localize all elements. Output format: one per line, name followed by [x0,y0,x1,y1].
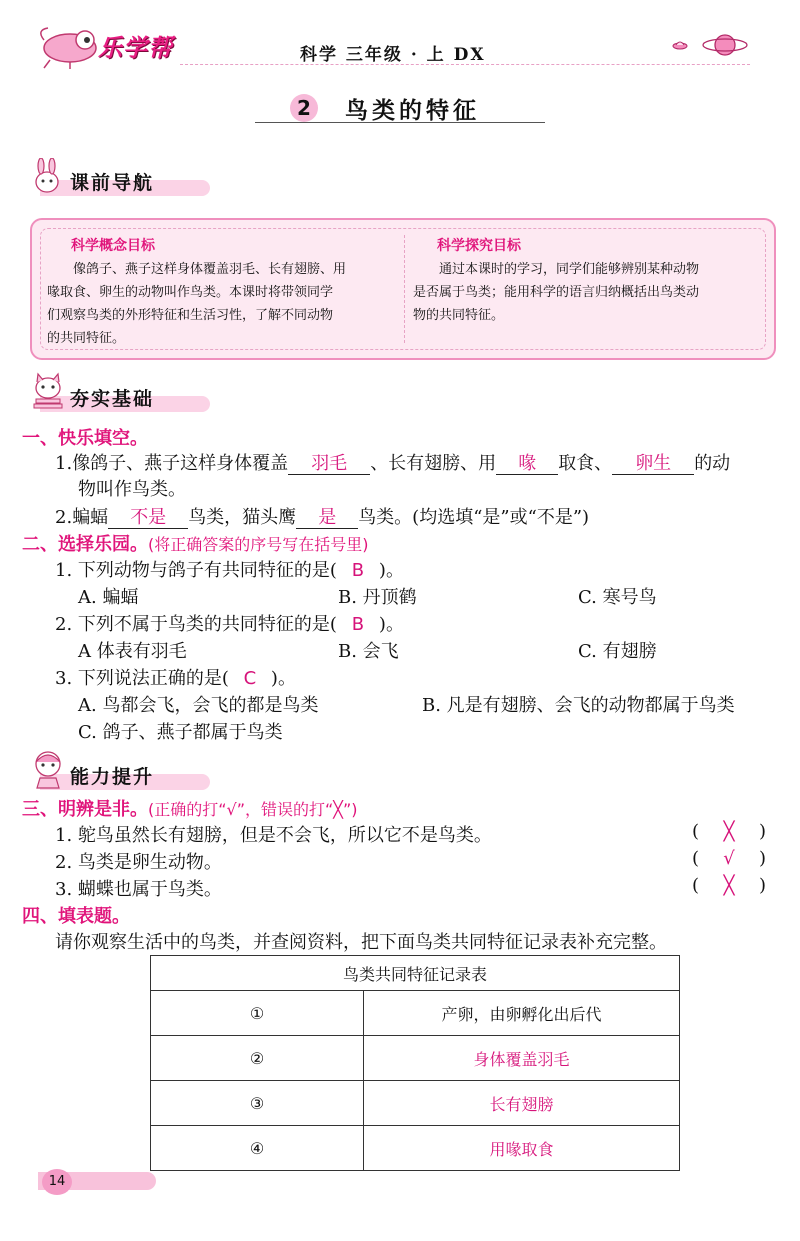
lesson-title: 鸟类的特征 [345,98,480,124]
lesson-number: 2 [290,94,318,122]
section3-title: 三、明辨是非。 [22,799,148,820]
bracket-close: ) [759,875,767,896]
table-row [151,991,680,1036]
concept-goal [47,235,397,350]
choice-q1-answer: B [351,560,365,581]
concept-goal-heading: 科学概念目标 [71,238,155,254]
section2-title: 二、选择乐园。 [22,534,148,555]
judge-item-mark: ╳ [723,821,735,842]
banner-advanced-label: 能力提升 [70,766,155,788]
choice-q2-answer: B [351,614,365,635]
goals-box [30,218,776,360]
choice-q1-option: B. 丹顶鹤 [338,587,417,608]
inquiry-goal-heading: 科学探究目标 [437,238,521,254]
banner-preview-label: 课前导航 [70,172,155,194]
banner-basics-label: 夯实基础 [70,388,155,410]
concept-goal-line: 喙取食、卵生的动物叫作鸟类。本课时将带领同学 [47,285,334,300]
bracket-close: ) [759,821,767,842]
goals-divider [404,235,405,343]
cat-mascot-icon [30,372,66,412]
section4-heading: 四、填表题。 [22,906,130,927]
choice-q2-option: C. 有翅膀 [578,641,657,662]
judge-item-bracket [692,875,774,896]
judge-item-mark: ╳ [723,875,735,896]
choice-q2 [55,610,404,636]
table-value: 用喙取食 [364,1126,680,1171]
rabbit-mascot-icon [30,158,64,194]
choice-q3 [55,664,296,690]
fill-q1 [55,449,730,475]
inquiry-goal-line: 物的共同特征。 [413,308,505,323]
q2-number: 2. [55,507,73,528]
table-index: ① [151,991,364,1036]
table-index: ② [151,1036,364,1081]
q1-answer-1: 羽毛 [288,454,370,475]
table-row [151,1081,680,1126]
planet-icon [700,30,750,60]
inquiry-goal-line: 通过本课时的学习，同学们能够辨别某种动物 [439,262,700,277]
banner-basics [30,384,230,410]
table-row [151,1036,680,1081]
q1-answer-3: 卵生 [612,454,694,475]
q1-text-line2: 物叫作鸟类。 [78,479,186,500]
judge-item-bracket [692,821,774,842]
section3-heading [22,795,357,821]
choice-q1 [55,556,404,582]
concept-goal-line: 的共同特征。 [47,331,126,346]
choice-q2-end: )。 [378,614,404,635]
title-underline [255,122,545,123]
section2-heading [22,530,369,556]
section3-note: (正确的打“√”，错误的打“╳”) [148,800,358,819]
choice-q3-stem: 3. 下列说法正确的是( [55,668,229,689]
choice-q2-option: A 体表有羽毛 [78,641,187,662]
table-row [151,1126,680,1171]
ufo-icon [672,38,688,50]
choice-q2-stem: 2. 下列不属于鸟类的共同特征的是( [55,614,337,635]
girl-mascot-icon [30,748,66,790]
table-value: 产卵，由卵孵化出后代 [364,991,680,1036]
q2-text: 鸟类，猫头鹰 [188,507,297,528]
judge-item-text: 1. 鸵鸟虽然长有翅膀，但是不会飞，所以它不是鸟类。 [55,825,492,846]
choice-q1-stem: 1. 下列动物与鸽子有共同特征的是( [55,560,337,581]
concept-goal-line: 们观察鸟类的外形特征和生活习性，了解不同动物 [47,308,334,323]
q1-text: 取食、 [558,453,613,474]
bracket-open: ( [692,821,700,842]
bracket-open: ( [692,848,700,869]
q2-text: 鸟类。(均选填“是”或“不是”) [358,507,590,528]
bracket-close: ) [759,848,767,869]
table-index: ③ [151,1081,364,1126]
section2-note: (将正确答案的序号写在括号里) [148,535,369,554]
judge-item-text: 2. 鸟类是卵生动物。 [55,852,222,873]
inquiry-goal [413,235,758,327]
header-divider [180,64,750,65]
choice-q1-end: )。 [378,560,404,581]
table-value: 身体覆盖羽毛 [364,1036,680,1081]
choice-q3-answer: C [243,668,257,689]
q1-number: 1. [55,453,73,474]
page-number: 14 [42,1169,72,1195]
concept-goal-line: 像鸽子、燕子这样身体覆盖羽毛、长有翅膀、用 [73,262,347,277]
choice-q1-option: C. 寒号鸟 [578,587,657,608]
choice-q3-option: A. 鸟都会飞，会飞的都是鸟类 [78,695,319,716]
judge-item-mark: √ [723,848,735,869]
feature-table [150,955,680,1171]
table-caption-row [151,956,680,991]
bracket-open: ( [692,875,700,896]
brand-logo: 乐学帮 [98,34,173,62]
q2-answer-2: 是 [296,508,358,529]
q1-text: 像鸽子、燕子这样身体覆盖 [72,453,289,474]
subject-line: 科学 三年级 · 上 DX [300,45,486,65]
section1-heading: 一、快乐填空。 [22,428,148,449]
banner-preview [30,168,230,194]
q2-text: 蝙蝠 [72,507,109,528]
choice-q3-end: )。 [270,668,296,689]
choice-q3-option: B. 凡是有翅膀、会飞的动物都属于鸟类 [422,695,735,716]
inquiry-goal-line: 是否属于鸟类；能用科学的语言归纳概括出鸟类动 [413,285,700,300]
choice-q2-option: B. 会飞 [338,641,399,662]
section4-instruction: 请你观察生活中的鸟类，并查阅资料，把下面鸟类共同特征记录表补充完整。 [55,932,667,953]
judge-item-bracket [692,848,774,869]
q1-text: 、长有翅膀、用 [370,453,497,474]
choice-q3-option: C. 鸽子、燕子都属于鸟类 [78,722,283,743]
q1-text: 的动 [694,453,731,474]
q2-answer-1: 不是 [108,508,188,529]
banner-advanced [30,762,230,788]
choice-q1-option: A. 蝙蝠 [78,587,139,608]
table-index: ④ [151,1126,364,1171]
q1-answer-2: 喙 [496,454,558,475]
fill-q2 [55,503,589,529]
table-caption: 鸟类共同特征记录表 [151,956,680,991]
table-value: 长有翅膀 [364,1081,680,1126]
judge-item-text: 3. 蝴蝶也属于鸟类。 [55,879,222,900]
